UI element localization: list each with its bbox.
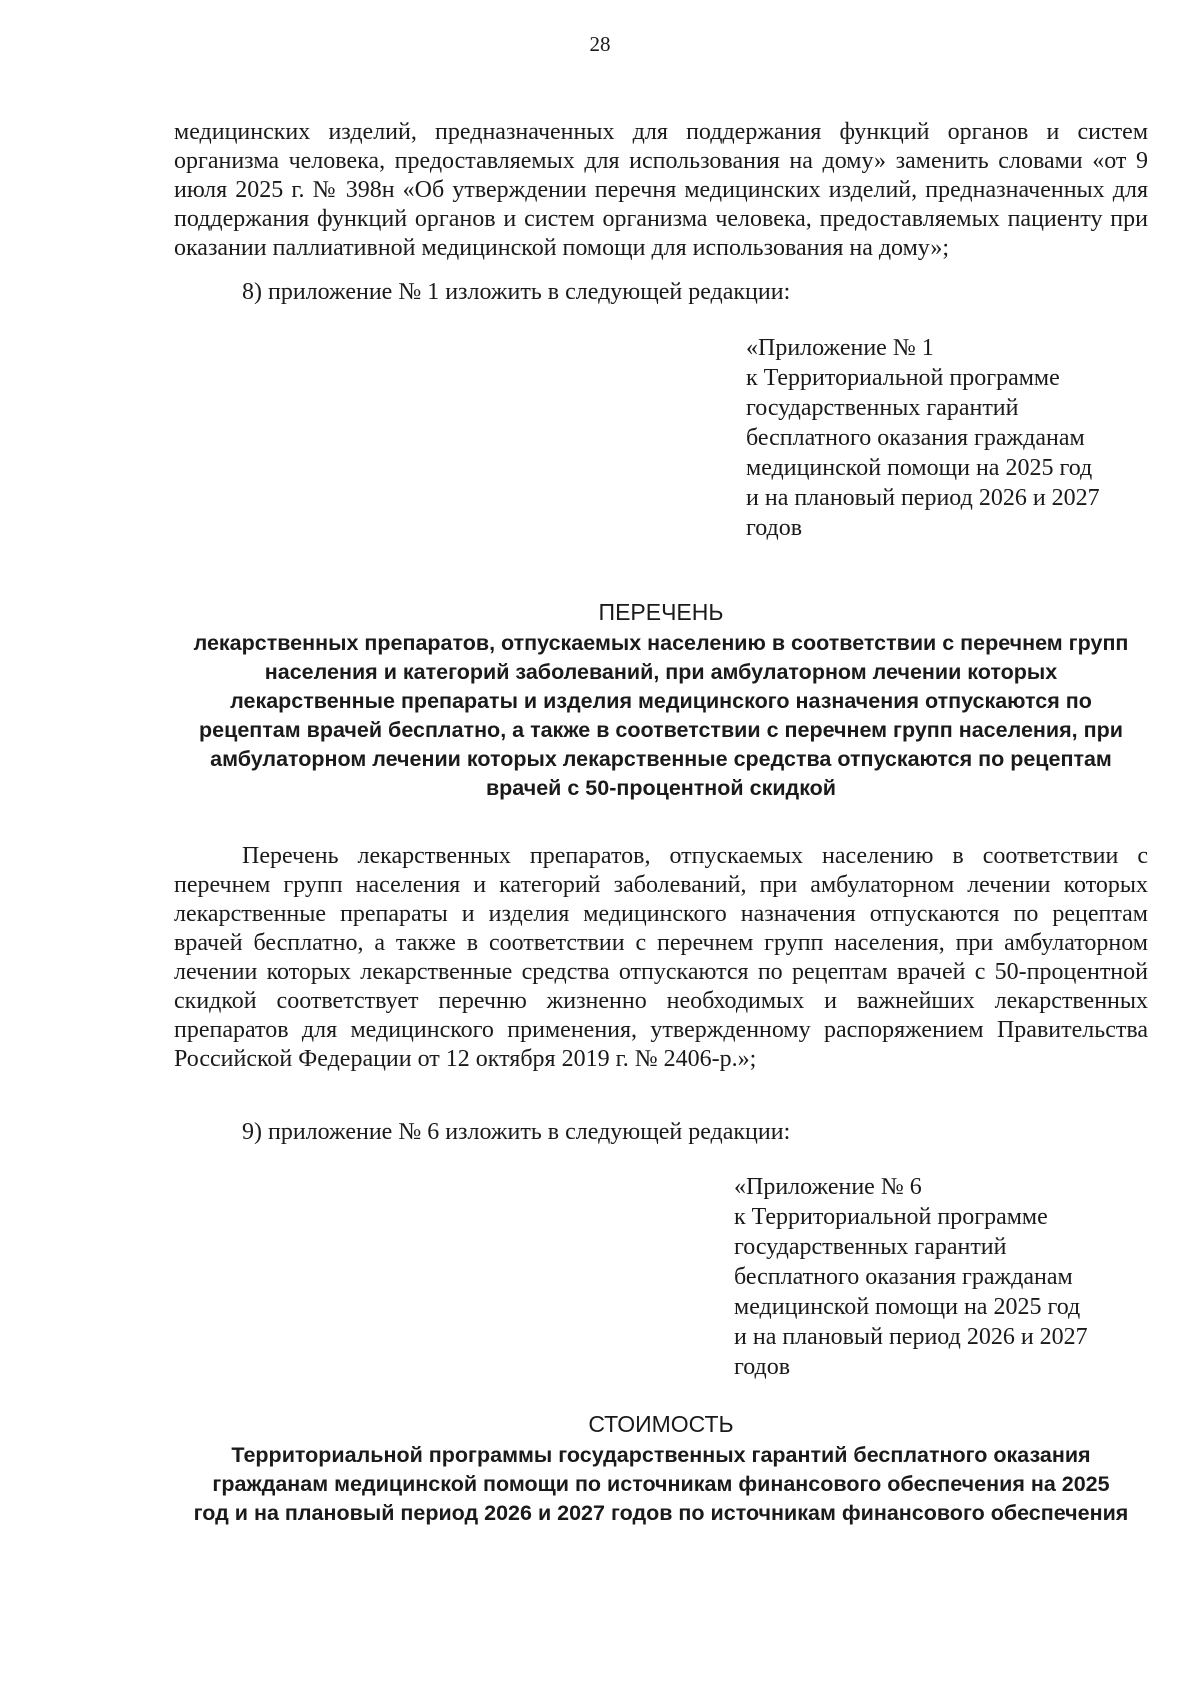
heading-perechen-title: ПЕРЕЧЕНЬ	[598, 599, 724, 625]
intro-paragraph	[174, 118, 1148, 263]
appendix-6-line: государственных гарантий	[734, 1234, 1007, 1260]
heading-stoimost	[174, 1410, 1148, 1528]
perechen-text: Перечень лекарственных препаратов, отпускаемых населению в соответствии с перечнем групп населения и категорий заболеваний, при амбулаторном лечении которых лекарственные препараты и изделия медицинского назначения отпускаются по рецептам врачей бесплатно, а также в соответствии с перечнем групп населения, при амбулаторном лечении которых лекарственные средства отпускаются по рецептам врачей с 50-процентной скидкой соответствует перечню жизненно необходимых и важнейших лекарственных препаратов для медицинского применения, утвержденному распоряжением Правительства Российской Федерации от 12 октября 2019 г. № 2406-р.»;	[174, 843, 1148, 1072]
heading-perechen-line: рецептам врачей бесплатно, а также в соответствии с перечнем групп населения, при	[199, 718, 1123, 742]
item-9-text: 9) приложение № 6 изложить в следующей редакции:	[242, 1119, 791, 1145]
heading-stoimost-line: год и на плановый период 2026 и 2027 годов по источникам финансового обеспечения	[193, 1501, 1129, 1525]
item-9	[174, 1118, 1148, 1147]
perechen-paragraph	[174, 842, 1148, 1074]
appendix-1-line: медицинской помощи на 2025 год	[746, 455, 1093, 481]
appendix-6-line: медицинской помощи на 2025 год	[734, 1294, 1081, 1320]
item-8	[174, 278, 1148, 307]
heading-perechen-line: лекарственных препаратов, отпускаемых населению в соответствии с перечнем групп	[193, 631, 1129, 655]
appendix-6-header	[734, 1172, 1154, 1382]
appendix-6-line: бесплатного оказания гражданам	[734, 1264, 1073, 1290]
appendix-1-line: и на плановый период 2026 и 2027	[746, 485, 1100, 511]
heading-perechen-line: населения и категорий заболеваний, при амбулаторном лечении которых	[264, 660, 1058, 684]
appendix-6-line: к Территориальной программе	[734, 1204, 1048, 1230]
appendix-6-line: годов	[734, 1354, 791, 1380]
appendix-1-header	[746, 333, 1166, 543]
appendix-1-line: государственных гарантий	[746, 395, 1019, 421]
heading-perechen-line: врачей с 50-процентной скидкой	[485, 776, 837, 800]
appendix-1-line: «Приложение № 1	[746, 335, 934, 361]
appendix-6-line: и на плановый период 2026 и 2027	[734, 1324, 1088, 1350]
heading-perechen	[174, 598, 1148, 803]
heading-stoimost-line: гражданам медицинской помощи по источникам финансового обеспечения на 2025	[212, 1472, 1110, 1496]
heading-perechen-line: лекарственные препараты и изделия медицинского назначения отпускаются по	[230, 689, 1092, 713]
item-8-text: 8) приложение № 1 изложить в следующей редакции:	[242, 279, 791, 305]
heading-perechen-line: амбулаторном лечении которых лекарственные средства отпускаются по рецептам	[210, 747, 1112, 771]
appendix-1-line: бесплатного оказания гражданам	[746, 425, 1085, 451]
heading-stoimost-title: СТОИМОСТЬ	[588, 1411, 734, 1437]
appendix-6-line: «Приложение № 6	[734, 1174, 922, 1200]
page-number: 28	[589, 32, 611, 56]
intro-text: медицинских изделий, предназначенных для поддержания функций органов и систем организма человека, предоставляемых для использования на дому» заменить словами «от 9 июля 2025 г. № 398н «Об утверждении перечня медицинских изделий, предназначенных для поддержания функций органов и систем организма человека, предоставляемых пациенту при оказании паллиативной медицинской помощи для использования на дому»;	[174, 119, 1148, 261]
appendix-1-line: к Территориальной программе	[746, 365, 1060, 391]
appendix-1-line: годов	[746, 515, 803, 541]
heading-stoimost-line: Территориальной программы государственных гарантий бесплатного оказания	[231, 1443, 1091, 1467]
